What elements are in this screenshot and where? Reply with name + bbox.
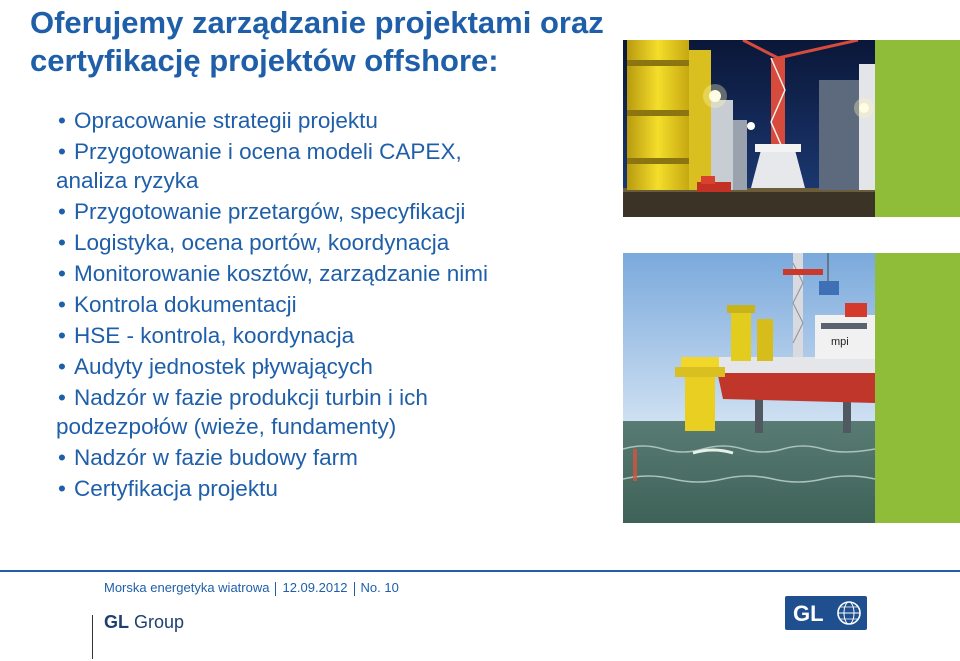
bullet-item [56, 197, 616, 226]
photo-night-illustration [623, 40, 875, 217]
bullet-text-continued: analiza ryzyka [56, 168, 199, 193]
bullet-text: Przygotowanie przetargów, specyfikacji [74, 199, 466, 224]
bullet-dot-icon: • [58, 476, 66, 501]
bullet-item [56, 259, 616, 288]
bullet-dot-icon: • [58, 445, 66, 470]
bullet-dot-icon: • [58, 292, 66, 317]
bullet-dot-icon: • [58, 354, 66, 379]
gl-logo-text: GL [793, 601, 824, 626]
bullet-text: Logistyka, ocena portów, koordynacja [74, 230, 450, 255]
footer-date: 12.09.2012 [282, 580, 348, 595]
bullet-item [56, 443, 616, 472]
green-accent-bar-top [875, 40, 960, 217]
bullet-item [56, 228, 616, 257]
green-accent-bar-bottom [875, 253, 960, 523]
photo-offshore-night-crane [623, 40, 875, 217]
bullet-item [56, 352, 616, 381]
bullet-text: Przygotowanie i ocena modeli CAPEX, [74, 139, 462, 164]
bullet-dot-icon: • [58, 230, 66, 255]
company-name [104, 612, 184, 633]
photo-offshore-vessel-sea [623, 253, 875, 523]
bullet-dot-icon: • [58, 199, 66, 224]
bullet-dot-icon: • [58, 139, 66, 164]
slide-title-line-2: certyfikację projektów offshore: [30, 43, 499, 78]
bullet-item [56, 290, 616, 319]
footer-separator [354, 582, 355, 596]
bullet-text: HSE - kontrola, koordynacja [74, 323, 355, 348]
footer-slide-number: No. 10 [360, 580, 399, 595]
bullet-text: Nadzór w fazie produkcji turbin i ich [74, 385, 428, 410]
bullet-item [56, 474, 616, 503]
bullet-text: Certyfikacja projektu [74, 476, 278, 501]
bullet-dot-icon: • [58, 385, 66, 410]
bullet-item [56, 321, 616, 350]
company-name-rest: Group [129, 612, 185, 632]
bullet-dot-icon: • [58, 108, 66, 133]
bullet-dot-icon: • [58, 323, 66, 348]
bullet-text: Opracowanie strategii projektu [74, 108, 378, 133]
bullet-text: Nadzór w fazie budowy farm [74, 445, 358, 470]
footer-separator [275, 582, 276, 596]
bullet-text: Audyty jednostek pływających [74, 354, 373, 379]
bullet-list [56, 106, 616, 505]
slide-title-line-1: Oferujemy zarządzanie projektami oraz [30, 5, 604, 40]
ship-mark-text: mpi [831, 336, 849, 348]
bullet-dot-icon: • [58, 261, 66, 286]
bullet-text: Monitorowanie kosztów, zarządzanie nimi [74, 261, 488, 286]
footer-divider [0, 570, 960, 572]
bullet-text: Kontrola dokumentacji [74, 292, 297, 317]
bullet-item [56, 137, 616, 195]
footer-vertical-rule [92, 615, 93, 659]
gl-logo-icon [785, 596, 867, 630]
footer-info [104, 580, 399, 596]
bullet-text-continued: podzezpołów (wieże, fundamenty) [56, 414, 397, 439]
bullet-item [56, 106, 616, 135]
company-name-bold: GL [104, 612, 129, 632]
footer-event: Morska energetyka wiatrowa [104, 580, 270, 595]
photo-vessel-illustration [623, 253, 875, 523]
bullet-item [56, 383, 616, 441]
